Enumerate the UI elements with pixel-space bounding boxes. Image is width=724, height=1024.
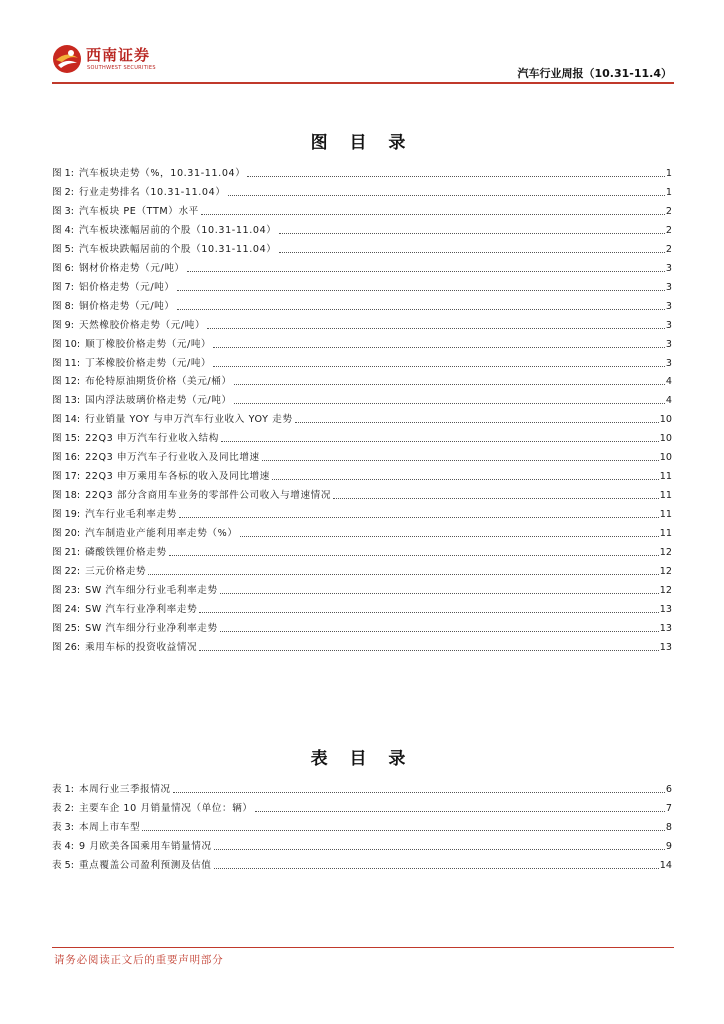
figure-toc-entry-label: 图 22: — [52, 565, 81, 577]
dot-leader — [220, 630, 659, 632]
dot-leader — [169, 554, 659, 556]
figure-toc-entry-label: 图 6: — [52, 262, 74, 274]
dot-leader — [148, 573, 659, 575]
figure-toc-entry-label: 图 16: — [52, 452, 81, 464]
figure-toc-entry[interactable] — [52, 640, 672, 654]
figure-toc-entry-title: 汽车板块跌幅居前的个股（10.31-11.04） — [78, 243, 277, 255]
figure-toc-entry-title: 铜价格走势（元/吨） — [78, 300, 175, 312]
figure-toc-entry-title: 天然橡胶价格走势（元/吨） — [78, 319, 206, 331]
figure-toc-entry-title: 行业走势排名（10.31-11.04） — [78, 186, 226, 198]
table-toc-entry[interactable] — [52, 801, 672, 815]
figure-toc-entry[interactable] — [52, 507, 672, 521]
figure-toc-entry-page: 12 — [659, 584, 672, 596]
disclaimer-note: 请务必阅读正文后的重要声明部分 — [54, 954, 224, 966]
dot-leader — [213, 365, 665, 367]
figure-toc-entry-title: 钢材价格走势（元/吨） — [78, 262, 185, 274]
figure-toc-entry[interactable] — [52, 431, 672, 445]
dot-leader — [199, 649, 659, 651]
dot-leader — [187, 270, 665, 272]
figure-toc-entry-title: 22Q3 部分含商用车业务的零部件公司收入与增速情况 — [85, 490, 332, 502]
figure-toc-entry-label: 图 26: — [52, 641, 81, 653]
figure-toc-entry[interactable] — [52, 299, 672, 313]
figure-toc-entry[interactable] — [52, 488, 672, 502]
figure-toc-entry[interactable] — [52, 621, 672, 635]
figure-toc-entry[interactable] — [52, 602, 672, 616]
figure-toc-entry-title: 汽车板块涨幅居前的个股（10.31-11.04） — [78, 224, 277, 236]
figure-toc-entry-label: 图 19: — [52, 509, 81, 521]
table-toc-entry-title: 重点覆盖公司盈利预测及估值 — [78, 859, 212, 871]
figure-toc-entry-page: 11 — [659, 509, 672, 521]
figure-toc-entry-title: 汽车板块走势（%，10.31-11.04） — [78, 168, 246, 179]
figure-toc-entry-label: 图 25: — [52, 622, 81, 634]
figure-toc-entry-label: 图 11: — [52, 357, 81, 369]
table-toc-entry-title: 本周上市车型 — [78, 821, 141, 833]
table-toc-entry-title: 本周行业三季报情况 — [78, 784, 171, 795]
table-toc-entry[interactable] — [52, 858, 672, 872]
figure-toc-entry-page: 3 — [665, 319, 672, 331]
figure-toc-entry[interactable] — [52, 356, 672, 370]
figure-toc-entry-page: 13 — [659, 622, 672, 634]
figure-toc-entry-title: 乘用车标的投资收益情况 — [85, 641, 198, 653]
figure-toc-entry[interactable] — [52, 545, 672, 559]
table-toc-entry-title: 9 月欧美各国乘用车销量情况 — [78, 840, 212, 852]
figure-toc-entry-title: 铝价格走势（元/吨） — [78, 281, 175, 293]
figure-toc-entry-page: 1 — [665, 168, 672, 179]
dot-leader — [262, 459, 659, 461]
figure-toc-entry[interactable] — [52, 469, 672, 483]
figure-toc-entry[interactable] — [52, 223, 672, 237]
figure-toc-entry-label: 图 17: — [52, 471, 81, 483]
report-title: 汽车行业周报（10.31-11.4） — [517, 67, 672, 80]
figure-toc-entry-page: 2 — [665, 243, 672, 255]
dot-leader — [179, 516, 659, 518]
table-toc-entry[interactable] — [52, 820, 672, 834]
figure-toc-entry-page: 12 — [659, 565, 672, 577]
figure-toc-entry-label: 图 20: — [52, 528, 81, 540]
figure-toc-entry-page: 11 — [659, 528, 672, 540]
figure-toc-entry-page: 12 — [659, 547, 672, 558]
figure-toc-entry-page: 13 — [659, 603, 672, 615]
table-toc-entry-page: 14 — [659, 859, 672, 871]
figure-toc-entry-label: 图 12: — [52, 376, 81, 388]
figure-toc-entry[interactable] — [52, 393, 672, 407]
logo-mark-icon — [52, 44, 82, 74]
dot-leader — [142, 829, 665, 831]
figure-toc-entry[interactable] — [52, 337, 672, 351]
figure-toc-entry-page: 3 — [665, 300, 672, 312]
dot-leader — [234, 383, 665, 385]
figure-toc-entry-page: 10 — [659, 452, 672, 464]
dot-leader — [220, 592, 659, 594]
figure-toc-entry-page: 2 — [665, 205, 672, 217]
figure-toc-entry-label: 图 2: — [52, 186, 74, 198]
figure-toc-entry-title: 22Q3 申万乘用车各标的收入及同比增速 — [85, 471, 270, 483]
figure-toc-entry-page: 3 — [665, 281, 672, 293]
dot-leader — [201, 213, 665, 215]
dot-leader — [247, 175, 664, 177]
figure-toc-entry[interactable] — [52, 450, 672, 464]
logo-subtext: SOUTHWEST SECURITIES — [87, 65, 156, 71]
table-toc-entry[interactable] — [52, 782, 672, 796]
figure-toc-entry-label: 图 1: — [52, 168, 74, 179]
figure-toc-entry-title: 22Q3 申万汽车子行业收入及同比增速 — [85, 452, 260, 464]
figure-toc-entry[interactable] — [52, 242, 672, 256]
figure-toc-entry-title: 行业销量 YOY 与申万汽车行业收入 YOY 走势 — [85, 414, 293, 426]
footer-divider — [52, 947, 674, 948]
dot-leader — [214, 867, 659, 869]
figure-toc-entry-label: 图 5: — [52, 243, 74, 255]
figure-toc-entry-label: 图 3: — [52, 205, 74, 217]
figure-toc-entry-label: 图 24: — [52, 603, 81, 615]
dot-leader — [240, 535, 659, 537]
figure-toc-entry-title: 汽车行业毛利率走势 — [85, 509, 177, 521]
figure-toc-entry[interactable] — [52, 526, 672, 540]
figure-toc-entry-label: 图 18: — [52, 490, 81, 502]
figure-toc-entry[interactable] — [52, 166, 672, 180]
figure-toc-entry-page: 3 — [665, 338, 672, 350]
figure-toc-entry-title: 三元价格走势 — [85, 565, 147, 577]
figure-toc-entry[interactable] — [52, 261, 672, 275]
figure-toc-entry-title: 国内浮法玻璃价格走势（元/吨） — [85, 395, 232, 407]
table-toc-entry-page: 9 — [665, 840, 672, 852]
figure-toc-entry-page: 11 — [659, 471, 672, 483]
figure-toc-entry[interactable] — [52, 204, 672, 218]
figure-toc-entry-page: 11 — [659, 490, 672, 502]
figure-toc-entry-title: 布伦特原油期货价格（美元/桶） — [85, 376, 232, 388]
figure-toc-entry-label: 图 9: — [52, 319, 74, 331]
figure-toc-entry-label: 图 10: — [52, 338, 81, 350]
figure-toc-entry-title: SW 汽车细分行业毛利率走势 — [85, 584, 218, 596]
figure-toc-entry-label: 图 14: — [52, 414, 81, 426]
figure-toc-entry-label: 图 13: — [52, 395, 81, 407]
figure-toc-entry-label: 图 8: — [52, 300, 74, 312]
page-header — [52, 38, 674, 84]
dot-leader — [177, 308, 665, 310]
table-toc-entry-label: 表 1: — [52, 784, 74, 795]
dot-leader — [333, 497, 659, 499]
header-divider — [52, 82, 674, 84]
dot-leader — [199, 611, 659, 613]
figure-toc-entry-page: 2 — [665, 224, 672, 236]
table-toc-entry[interactable] — [52, 839, 672, 853]
dot-leader — [234, 402, 665, 404]
figure-toc-entry-page: 3 — [665, 262, 672, 274]
figure-toc-entry[interactable] — [52, 185, 672, 199]
figure-toc-entry[interactable] — [52, 412, 672, 426]
figure-toc-entry[interactable] — [52, 280, 672, 294]
table-toc-entry-label: 表 3: — [52, 821, 74, 833]
figure-toc-entry-label: 图 7: — [52, 281, 74, 293]
southwest-securities-logo — [52, 44, 172, 78]
table-toc-entry-label: 表 5: — [52, 859, 74, 871]
dot-leader — [173, 791, 665, 793]
figure-toc-entry-page: 3 — [665, 357, 672, 369]
table-toc-entry-page: 7 — [665, 802, 672, 814]
figure-toc-entry-label: 图 15: — [52, 433, 81, 445]
table-toc-entry-page: 8 — [665, 821, 672, 833]
figure-toc-entry-page: 1 — [665, 186, 672, 198]
dot-leader — [255, 810, 665, 812]
dot-leader — [177, 289, 665, 291]
table-toc-entry-page: 6 — [665, 784, 672, 795]
figure-toc-entry-title: 丁苯橡胶价格走势（元/吨） — [85, 357, 212, 369]
figure-toc-entry-title: 汽车制造业产能利用率走势（%） — [85, 528, 238, 540]
figure-toc-entry-page: 4 — [665, 376, 672, 388]
table-toc-entry-label: 表 2: — [52, 802, 74, 814]
figure-toc-entry-label: 图 23: — [52, 584, 81, 596]
figure-toc-entry-title: 22Q3 申万汽车行业收入结构 — [85, 433, 219, 445]
dot-leader — [272, 478, 659, 480]
figure-toc-entry-title: SW 汽车行业净利率走势 — [85, 603, 198, 615]
dot-leader — [214, 848, 665, 850]
figure-toc-entry-title: 汽车板块 PE（TTM）水平 — [78, 205, 199, 217]
dot-leader — [279, 232, 665, 234]
figure-toc-entry-label: 图 21: — [52, 547, 81, 558]
figure-toc-entry-page: 10 — [659, 414, 672, 426]
figure-toc-heading: 图 目 录 — [310, 133, 414, 153]
figure-toc-entry-title: 磷酸铁锂价格走势 — [85, 547, 167, 558]
figure-toc-entry-title: SW 汽车细分行业净利率走势 — [85, 622, 218, 634]
dot-leader — [221, 440, 659, 442]
figure-toc-entry[interactable] — [52, 564, 672, 578]
figure-toc-entry[interactable] — [52, 318, 672, 332]
dot-leader — [207, 327, 665, 329]
dot-leader — [228, 194, 665, 196]
figure-toc-entry-label: 图 4: — [52, 224, 74, 236]
figure-toc-entry-title: 顺丁橡胶价格走势（元/吨） — [85, 338, 212, 350]
figure-toc-entry-page: 10 — [659, 433, 672, 445]
table-toc-entry-label: 表 4: — [52, 840, 74, 852]
dot-leader — [279, 251, 665, 253]
figure-toc-entry-page: 13 — [659, 641, 672, 653]
table-toc-entry-title: 主要车企 10 月销量情况（单位：辆） — [78, 802, 253, 814]
figure-toc-entry[interactable] — [52, 583, 672, 597]
table-toc-heading: 表 目 录 — [310, 749, 414, 769]
logo-text: 西南证券 — [86, 46, 151, 64]
dot-leader — [213, 346, 665, 348]
dot-leader — [295, 421, 659, 423]
figure-toc-entry[interactable] — [52, 374, 672, 388]
figure-toc-entry-page: 4 — [665, 395, 672, 407]
